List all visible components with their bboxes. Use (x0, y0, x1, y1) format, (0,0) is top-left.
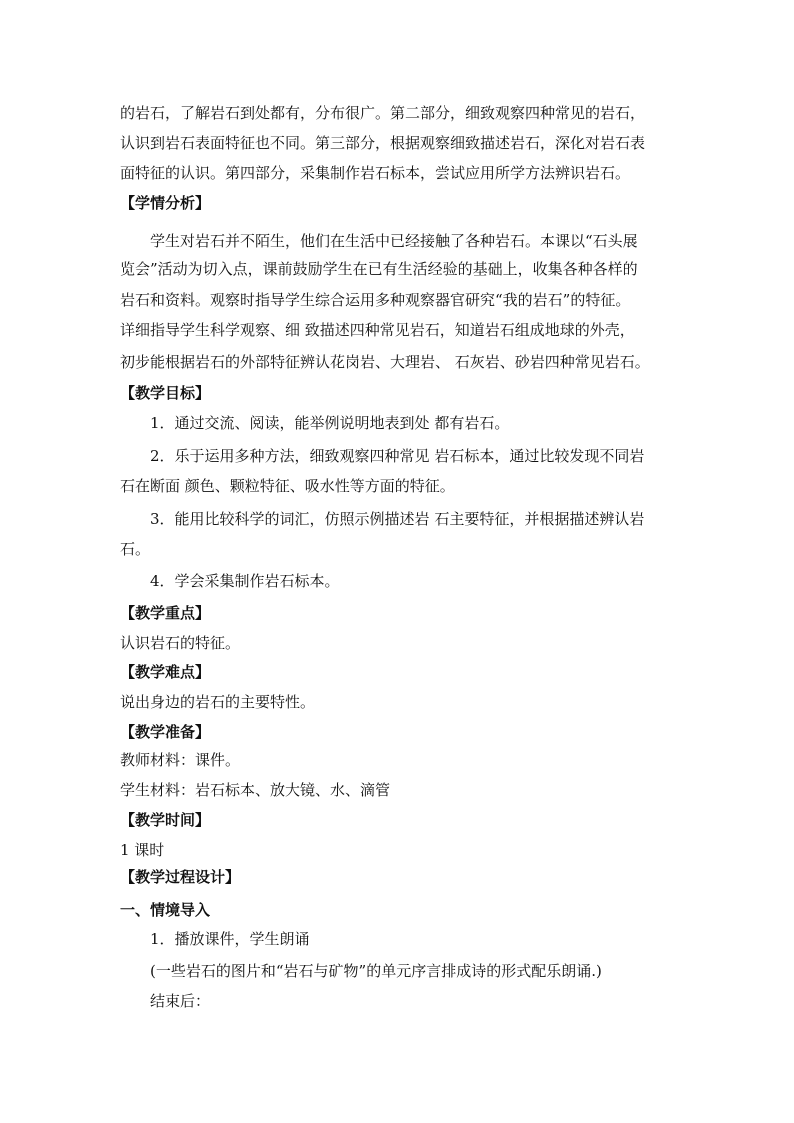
goals-heading: 【教学目标】 (120, 384, 211, 402)
process-section-1: 一、情境导入 (120, 901, 211, 919)
process-heading: 【教学过程设计】 (120, 868, 241, 886)
time-text: 1 课时 (120, 841, 165, 859)
goal-item-2-line-1: 2．乐于运用多种方法，细致观察四种常见 岩石标本，通过比较发现不同岩 (150, 447, 645, 465)
analysis-line-2: 览会”活动为切入点，课前鼓励学生在已有生活经验的基础上，收集各种各样的 (120, 260, 638, 278)
goal-item-3-line-1: 3．能用比较科学的词汇，仿照示例描述岩 石主要特征，并根据描述辨认岩 (150, 510, 645, 528)
process-after: 结束后： (150, 992, 211, 1010)
intro-line-1: 的岩石，了解岩石到处都有，分布很广。第二部分，细致观察四种常见的岩石， (120, 104, 646, 122)
preparation-teacher: 教师材料：课件。 (120, 751, 241, 769)
key-point-text: 认识岩石的特征。 (120, 634, 241, 652)
time-heading: 【教学时间】 (120, 811, 211, 829)
preparation-student: 学生材料：岩石标本、放大镜、水、滴管 (120, 781, 391, 799)
goal-item-1: 1．通过交流、阅读，能举例说明地表到处 都有岩石。 (150, 414, 510, 432)
process-step-1: 1．播放课件，学生朗诵 (150, 930, 310, 948)
process-note: (一些岩石的图片和“岩石与矿物”的单元序言排成诗的形式配乐朗诵.) (150, 962, 602, 980)
analysis-line-5: 初步能根据岩石的外部特征辨认花岗岩、大理岩、 石灰岩、砂岩四种常见岩石。 (120, 353, 650, 371)
analysis-line-3: 岩石和资料。观察时指导学生综合运用多种观察器官研究“我的岩石”的特征。 (120, 291, 631, 309)
goal-item-4: 4．学会采集制作岩石标本。 (150, 572, 340, 590)
key-point-heading: 【教学重点】 (120, 604, 211, 622)
goal-item-3-line-2: 石。 (120, 540, 151, 558)
analysis-line-1: 学生对岩石并不陌生，他们在生活中已经接触了各种岩石。本课以“石头展 (150, 232, 638, 250)
difficulty-heading: 【教学难点】 (120, 663, 211, 681)
analysis-heading: 【学情分析】 (120, 194, 211, 212)
intro-line-2: 认识到岩石表面特征也不同。第三部分，根据观察细致描述岩石，深化对岩石表 (120, 134, 646, 152)
analysis-line-4: 详细指导学生科学观察、细 致描述四种常见岩石，知道岩石组成地球的外壳， (120, 321, 635, 339)
preparation-heading: 【教学准备】 (120, 723, 211, 741)
difficulty-text: 说出身边的岩石的主要特性。 (120, 693, 316, 711)
goal-item-2-line-2: 石在断面 颜色、颗粒特征、吸水性等方面的特征。 (120, 477, 455, 495)
intro-line-3: 面特征的认识。第四部分，采集制作岩石标本，尝试应用所学方法辨识岩石。 (120, 164, 631, 182)
